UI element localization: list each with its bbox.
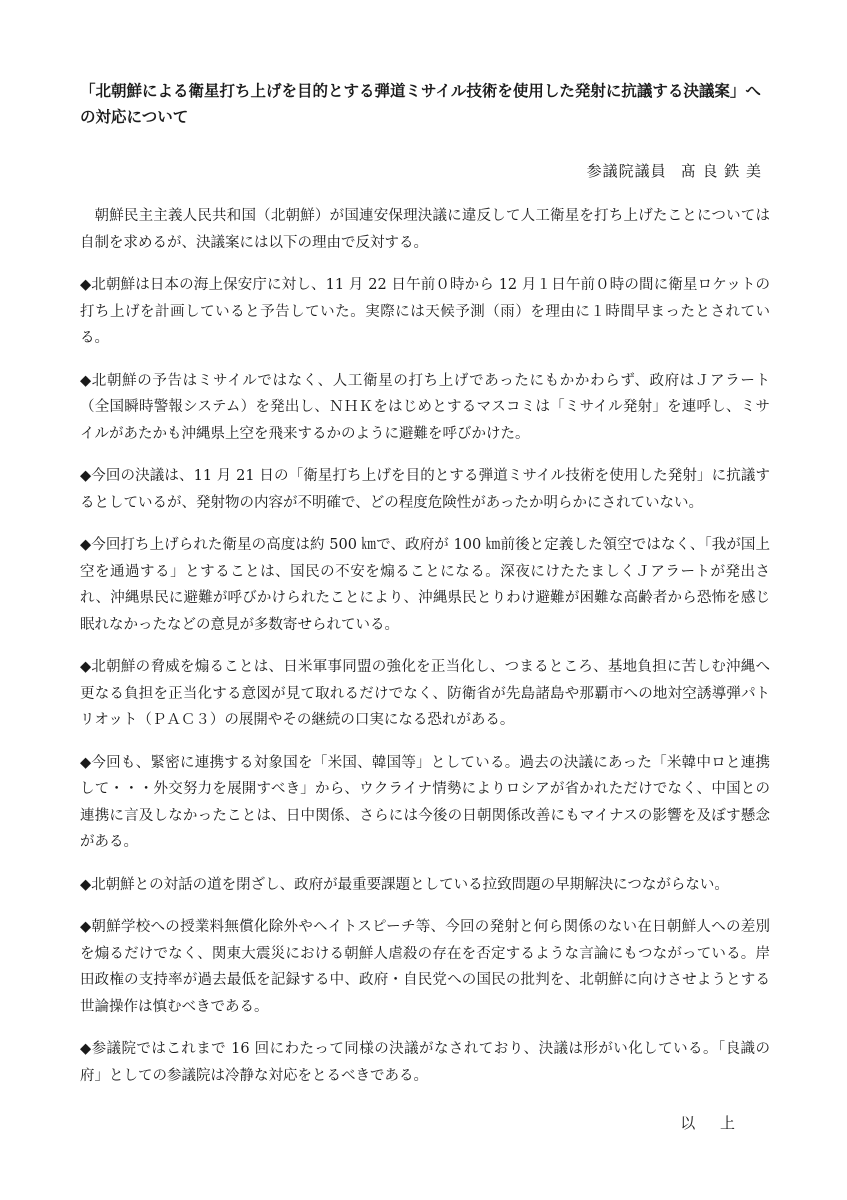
reason-paragraph: ◆今回の決議は、11 月 21 日の「衛星打ち上げを目的とする弾道ミサイル技術を使用した発射」に抗議するとしているが、発射物の内容が不明確で、どの程度危険性があったか明らかにされていない。 [80,468,770,511]
reason-paragraph: ◆北朝鮮との対話の道を閉ざし、政府が最重要課題としている拉致問題の早期解決につながらない。 [80,876,729,893]
reason-paragraph: ◆北朝鮮の予告はミサイルではなく、人工衛星の打ち上げであったにもかかわらず、政府はＪアラート（全国瞬時警報システム）を発出し、ＮＨＫをはじめとするマスコミは「ミサイル発射」を連呼し、ミサイルがあたかも沖縄県上空を飛来するかのように避難を呼びかけた。 [80,372,770,442]
reason-paragraph: ◆参議院ではこれまで 16 回にわたって同様の決議がなされており、決議は形がい化している。「良識の府」としての参議院は冷静な対応をとるべきである。 [80,1041,770,1084]
reason-paragraph: ◆北朝鮮の脅威を煽ることは、日米軍事同盟の強化を正当化し、つまるところ、基地負担に苦しむ沖縄へ更なる負担を正当化する意図が見て取れるだけでなく、防衛省が先島諸島や那覇市への地対空誘導弾パトリオット（ＰＡＣ３）の展開やその継続の口実になる恐れがある。 [80,659,770,728]
reason-paragraph: ◆北朝鮮は日本の海上保安庁に対し、11 月 22 日午前０時から 12 月１日午前０時の間に衛星ロケットの打ち上げを計画していると予告していた。実際には天候予測（雨）を理由に１時間早まったとされている。 [80,277,770,346]
author-name: 髙 良 鉄 美 [680,162,762,180]
reason-paragraph: ◆朝鮮学校への授業料無償化除外やヘイトスピーチ等、今回の発射と何ら関係のない在日朝鮮人への差別を煽るだけでなく、関東大震災における朝鮮人虐殺の存在を否定するような言論にもつながっている。岸田政権の支持率が過去最低を記録する中、政府・自民党への国民の批判を、北朝鮮に向けさせようとする世論操作は慎むべきである。 [80,919,770,1015]
document-body [80,203,770,1105]
document-title: 「北朝鮮による衛星打ち上げを目的とする弾道ミサイル技術を使用した発射に抗議する決議案」への対応について [80,82,761,126]
reason-paragraph: ◆今回も、緊密に連携する対象国を「米国、韓国等」としている。過去の決議にあった「米韓中ロと連携して・・・外交努力を展開すべき」から、ウクライナ情勢によりロシアが省かれただけでなく、中国との連携に言及しなかったことは、日中関係、さらには今後の日朝関係改善にもマイナスの影響を及ぼす懸念がある。 [80,754,770,850]
intro-paragraph: 朝鮮民主主義人民共和国（北朝鮮）が国連安保理決議に違反して人工衛星を打ち上げたことについては自制を求めるが、決議案には以下の理由で反対する。 [80,208,770,251]
closing-mark: 以 上 [680,1114,745,1132]
reason-paragraph: ◆今回打ち上げられた衛星の高度は約 500 ㎞で、政府が 100 ㎞前後と定義した領空ではなく、「我が国上空を通過する」とすることは、国民の不安を煽ることになる。深夜にけたたましくＪアラートが発出され、沖縄県民に避難が呼びかけられたことにより、沖縄県民とりわけ避難が困難な高齢者から恐怖を感じ眠れなかったなどの意見が多数寄せられている。 [80,537,770,633]
author-line [430,160,762,182]
author-role: 参議院議員 [586,162,667,180]
